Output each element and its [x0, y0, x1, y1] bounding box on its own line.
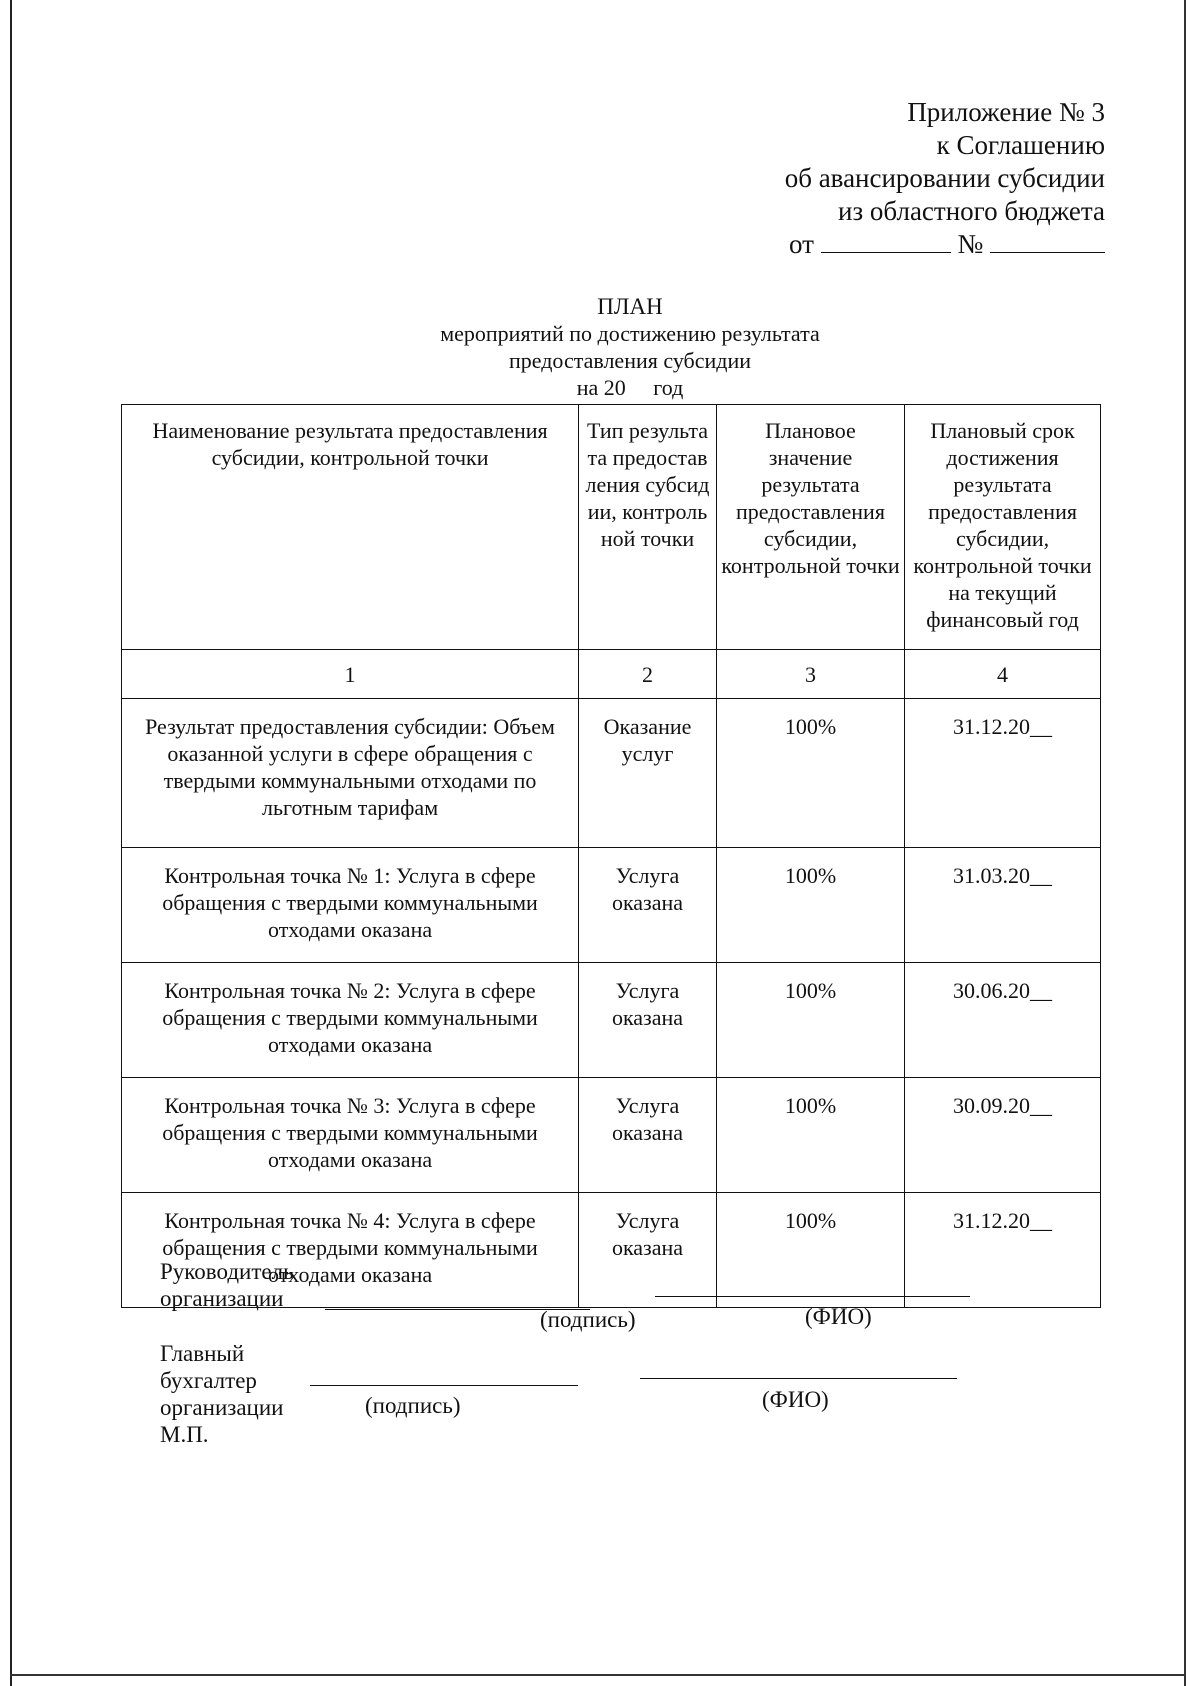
- head-label-1: Руководитель: [160, 1259, 294, 1284]
- row-value: 100%: [716, 963, 904, 1078]
- row-deadline: 30.09.20__: [905, 1078, 1101, 1193]
- accountant-signature-line[interactable]: [310, 1385, 578, 1386]
- row-type: Услуга оказана: [579, 1193, 717, 1308]
- number-sign: №: [957, 229, 984, 259]
- header-deadline: Плановый срок достижения результата предоставления субсидии, контрольной точки на текущий финансовый год: [905, 405, 1101, 650]
- plan-subtitle-1: мероприятий по достижению результата: [440, 321, 820, 346]
- row-type: Услуга оказана: [579, 963, 717, 1078]
- row-deadline: 31.03.20__: [905, 848, 1101, 963]
- row-value: 100%: [716, 1078, 904, 1193]
- accountant-label-3: организации: [160, 1395, 284, 1420]
- row-type: Услуга оказана: [579, 1078, 717, 1193]
- header-value: Плановое значение результата предоставления субсидии, контрольной точки: [716, 405, 904, 650]
- stamp-place-label: М.П.: [160, 1422, 209, 1447]
- row-type: Услуга оказана: [579, 848, 717, 963]
- row-deadline: 31.12.20__: [905, 1193, 1101, 1308]
- appendix-line-3: об авансировании субсидии: [784, 163, 1105, 193]
- row-name: Контрольная точка № 1: Услуга в сфере обращения с твердыми коммунальными отходами оказана: [122, 848, 579, 963]
- row-deadline: 31.12.20__: [905, 699, 1101, 848]
- row-name: Результат предоставления субсидии: Объем оказанной услуги в сфере обращения с твердыми коммунальными отходами по льготным тарифам: [122, 699, 579, 848]
- accountant-label-1: Главный: [160, 1341, 245, 1366]
- accountant-label-2: бухгалтер: [160, 1368, 257, 1393]
- column-number: 4: [905, 650, 1101, 699]
- plan-year: на 20 год: [576, 375, 684, 400]
- header-type: Тип результата предоставления субсидии, контрольной точки: [579, 405, 717, 650]
- row-value: 100%: [716, 699, 904, 848]
- accountant-name-line[interactable]: [640, 1378, 957, 1379]
- row-deadline: 30.06.20__: [905, 963, 1101, 1078]
- column-number: 1: [122, 650, 579, 699]
- appendix-line-2: к Соглашению: [936, 130, 1105, 160]
- row-name: Контрольная точка № 2: Услуга в сфере обращения с твердыми коммунальными отходами оказана: [122, 963, 579, 1078]
- head-sign-caption: (подпись): [540, 1307, 636, 1332]
- row-value: 100%: [716, 1193, 904, 1308]
- header-name: Наименование результата предоставления субсидии, контрольной точки: [122, 405, 579, 650]
- head-name-caption: (ФИО): [805, 1304, 872, 1329]
- row-name: Контрольная точка № 3: Услуга в сфере обращения с твердыми коммунальными отходами оказана: [122, 1078, 579, 1193]
- accountant-name-caption: (ФИО): [762, 1387, 829, 1412]
- date-prefix: от: [789, 229, 814, 259]
- column-number: 3: [716, 650, 904, 699]
- row-type: Оказание услуг: [579, 699, 717, 848]
- plan-subtitle-2: предоставления субсидии: [508, 348, 752, 373]
- row-value: 100%: [716, 848, 904, 963]
- head-name-line[interactable]: [655, 1296, 970, 1297]
- appendix-line-1: Приложение № 3: [907, 97, 1105, 127]
- appendix-line-4: из областного бюджета: [838, 196, 1105, 226]
- head-label-2: организации: [160, 1286, 284, 1311]
- column-number: 2: [579, 650, 717, 699]
- accountant-sign-caption: (подпись): [365, 1393, 461, 1418]
- plan-title: ПЛАН: [597, 294, 663, 319]
- row-name: Контрольная точка № 4: Услуга в сфере обращения с твердыми коммунальными отходами оказана: [122, 1193, 579, 1308]
